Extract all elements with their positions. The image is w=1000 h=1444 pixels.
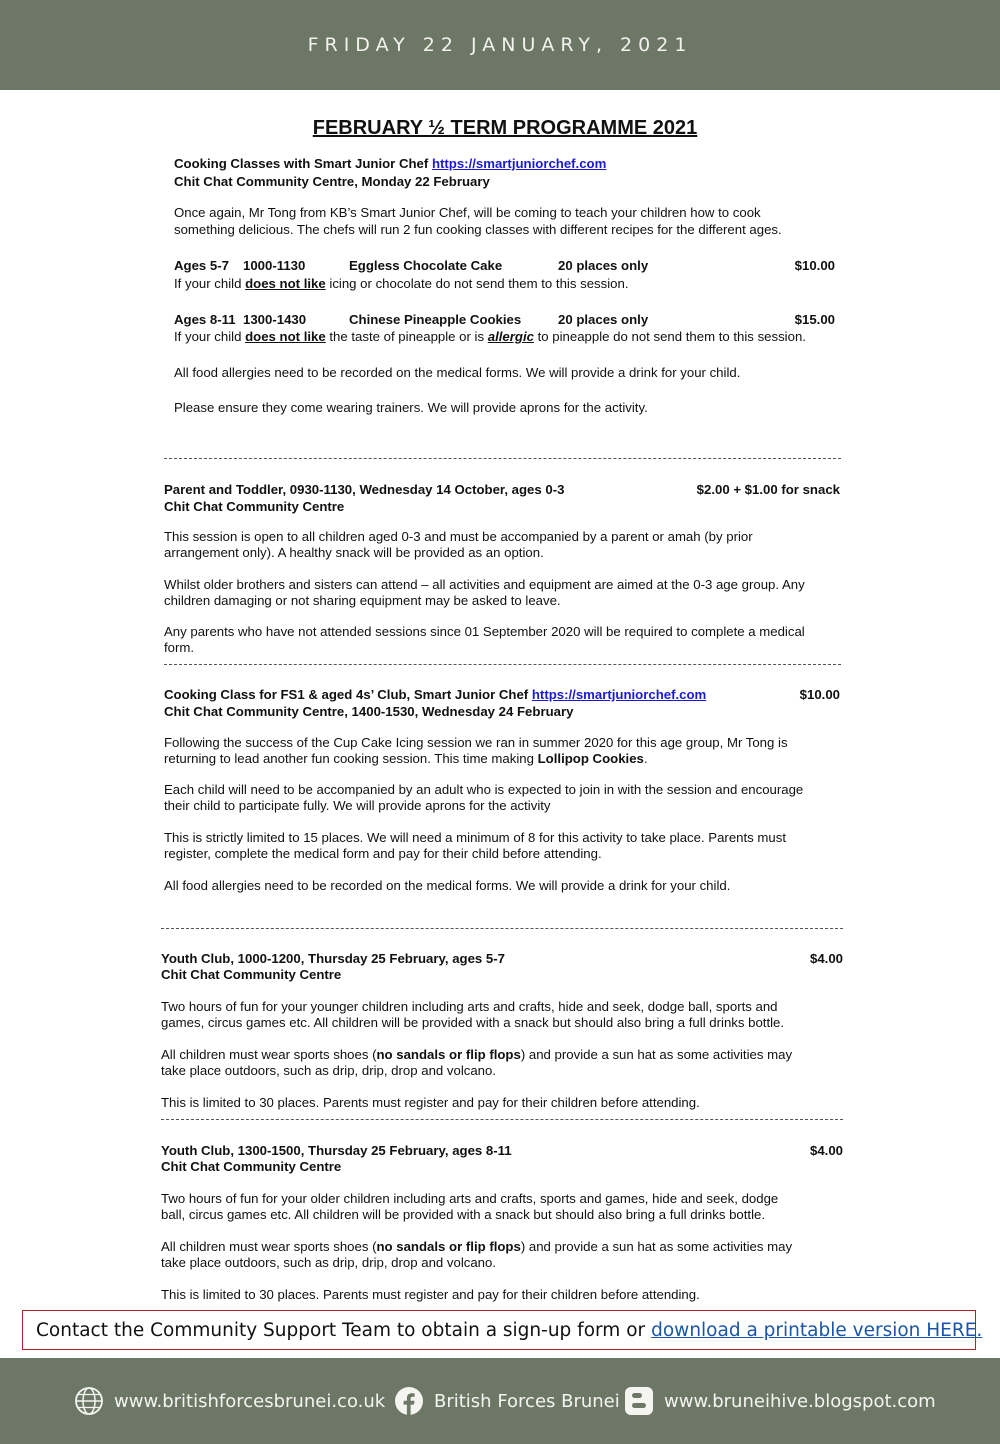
section5-p3: This is limited to 30 places. Parents must register and pay for their children before attending. [161,1287,700,1302]
section5-p2-c: ) and provide a sun hat as some activities may [520,1239,793,1254]
class1-note-emphasis: does not like [245,276,326,291]
section5-heading: Youth Club, 1300-1500, Thursday 25 February, ages 8-11 [161,1143,512,1158]
section1-intro-line2: something delicious. The chefs will run 2 fun cooking classes with different recipes for the different ages. [174,222,782,237]
class2-price: $15.00 [794,312,835,327]
section3-p1-lollipop: Lollipop Cookies [537,751,644,766]
section1-heading-text: Cooking Classes with Smart Junior Chef [174,156,429,171]
section3-p3-line1: This is strictly limited to 15 places. We will need a minimum of 8 for this activity to take place. Parents must [164,830,786,845]
section5-price: $4.00 [809,1143,843,1158]
section1-intro-line1: Once again, Mr Tong from KB’s Smart Junior Chef, will be coming to teach your children how to cook [174,205,761,220]
class2-note-emphasis: does not like [245,329,326,344]
divider [164,664,841,665]
section5-venue: Chit Chat Community Centre [161,1159,342,1174]
section2-p2-line1: Whilst older brothers and sisters can attend – all activities and equipment are aimed at the 0-3 age group. Any [164,577,805,592]
section3-p2-line2: their child to participate fully. We will provide aprons for the activity [164,798,551,813]
divider [164,458,841,459]
class2-note-c: the taste of pineapple or is [329,329,485,344]
section4-p2-a: All children must wear sports shoes ( [161,1047,377,1062]
section2-venue: Chit Chat Community Centre [164,499,345,514]
section5-p2-a: All children must wear sports shoes ( [161,1239,377,1254]
section3-heading-text: Cooking Class for FS1 & aged 4s’ Club, Smart Junior Chef [164,687,529,702]
divider [161,1119,843,1120]
footer-blog-text: www.bruneihive.blogspot.com [664,1390,936,1412]
class1-recipe: Eggless Chocolate Cake [349,258,503,273]
section3-price: $10.00 [799,687,840,702]
section2-p2-line2: children damaging or not sharing equipment may be asked to leave. [164,593,561,608]
section5-p2-line1 [161,1239,792,1255]
class2-note [174,329,806,345]
section1-link[interactable]: https://smartjuniorchef.com [431,156,607,171]
section5-p1-line1: Two hours of fun for your older children including arts and crafts, sports and games, hide and seek, dodge [161,1191,779,1206]
class2-note-e: to pineapple do not send them to this session. [537,329,806,344]
class2-time: 1300-1430 [243,312,307,327]
class1-note-a: If your child [174,276,242,291]
class1-note [174,276,628,292]
section2-p3-line1: Any parents who have not attended sessions since 01 September 2020 will be required to complete a medical [164,624,805,639]
section1-trainers: Please ensure they come wearing trainers. We will provide aprons for the activity. [174,400,648,415]
class1-ages: Ages 5-7 [174,258,229,273]
section1-heading [174,156,606,172]
globe-icon [74,1386,104,1416]
section2-p1-line2: arrangement only). A healthy snack will be provided as an option. [164,545,544,560]
section4-price: $4.00 [809,951,843,966]
footer-facebook-text: British Forces Brunei [434,1390,620,1412]
section2-heading: Parent and Toddler, 0930-1130, Wednesday 14 October, ages 0-3 [164,482,565,497]
section3-p1-text: returning to lead another fun cooking session. This time making [164,751,534,766]
section1-allergies: All food allergies need to be recorded on the medical forms. We will provide a drink for your child. [174,365,741,380]
section5-p2-emphasis: no sandals or flip flops [376,1239,521,1254]
facebook-icon [394,1386,424,1416]
class1-places: 20 places only [558,258,649,273]
section4-p2-line2: take place outdoors, such as drip, drip, drop and volcano. [161,1063,497,1078]
class2-recipe: Chinese Pineapple Cookies [349,312,522,327]
contact-text: Contact the Community Support Team to obtain a sign-up form or [36,1319,646,1341]
class1-time: 1000-1130 [243,258,306,273]
section3-p3-line2: register, complete the medical form and pay for their child before attending. [164,846,602,861]
class1-price: $10.00 [794,258,835,273]
section3-link[interactable]: https://smartjuniorchef.com [531,687,707,702]
section4-p2-line1 [161,1047,792,1063]
section4-p3: This is limited to 30 places. Parents must register and pay for their children before attending. [161,1095,700,1110]
section4-p2-c: ) and provide a sun hat as some activities may [520,1047,793,1062]
class2-places: 20 places only [558,312,649,327]
footer-bar [0,1358,1000,1444]
header-bar [0,0,1000,90]
section3-p1-line1: Following the success of the Cup Cake Icing session we ran in summer 2020 for this age group, Mr Tong is [164,735,788,750]
download-link[interactable]: download a printable version HERE. [651,1319,983,1341]
footer-website-text: www.britishforcesbrunei.co.uk [114,1390,386,1412]
class2-ages: Ages 8-11 [174,312,236,327]
section4-p1-line1: Two hours of fun for your younger children including arts and crafts, hide and seek, dodge ball, sports and [161,999,778,1014]
section4-heading: Youth Club, 1000-1200, Thursday 25 February, ages 5-7 [161,951,505,966]
class1-note-c: icing or chocolate do not send them to this session. [329,276,629,291]
section4-p2-emphasis: no sandals or flip flops [376,1047,521,1062]
section5-p1-line2: ball, circus games etc. All children will be provided with a snack but should also bring a full drinks bottle. [161,1207,765,1222]
programme-document [0,90,1000,1305]
class2-note-a: If your child [174,329,242,344]
section3-venue: Chit Chat Community Centre, 1400-1530, Wednesday 24 February [164,704,574,719]
section3-heading [164,687,706,703]
class2-note-allergic: allergic [487,329,534,344]
section3-p1-period: . [643,751,648,766]
section2-p3-line2: form. [164,640,195,655]
page-title: FEBRUARY ½ TERM PROGRAMME 2021 [312,117,698,139]
header-date: FRIDAY 22 JANUARY, 2021 [307,34,693,56]
divider [161,928,843,929]
contact-banner [22,1310,983,1350]
section4-p1-line2: games, circus games etc. All children will be provided with a snack but should also bring a full drinks bottle. [161,1015,785,1030]
section4-venue: Chit Chat Community Centre [161,967,342,982]
section5-p2-line2: take place outdoors, such as drip, drip, drop and volcano. [161,1255,497,1270]
section1-venue: Chit Chat Community Centre, Monday 22 February [174,174,490,189]
section2-price: $2.00 + $1.00 for snack [696,482,840,497]
footer-facebook[interactable] [394,1386,620,1416]
blogger-icon [624,1386,654,1416]
section3-p1-line2 [164,751,648,767]
section2-p1-line1: This session is open to all children aged 0-3 and must be accompanied by a parent or amah (by prior [164,529,753,544]
footer-blog[interactable] [624,1386,936,1416]
section3-p2-line1: Each child will need to be accompanied by an adult who is expected to join in with the session and encourage [164,782,804,797]
section3-p4: All food allergies need to be recorded on the medical forms. We will provide a drink for your child. [164,878,731,893]
footer-website[interactable] [74,1386,385,1416]
